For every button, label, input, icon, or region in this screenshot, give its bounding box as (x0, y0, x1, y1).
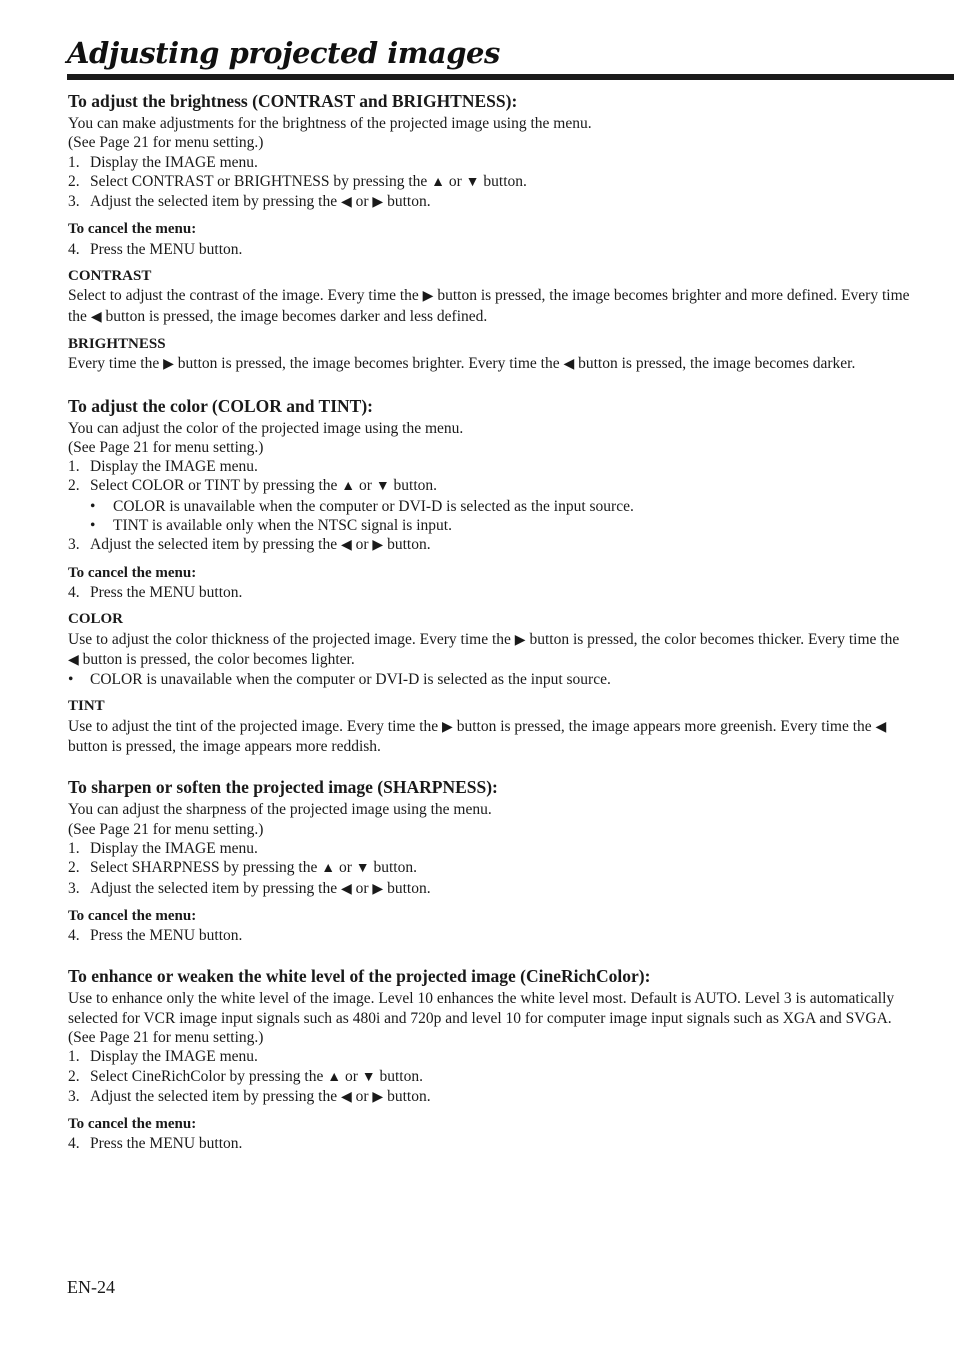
right-arrow-icon: ▶ (442, 719, 453, 735)
color-bullet (68, 670, 910, 689)
step-4 (68, 1134, 910, 1153)
step-2 (68, 1067, 910, 1087)
up-arrow-icon: ▲ (341, 479, 356, 495)
button-word: button. (393, 477, 438, 495)
section-color (68, 395, 910, 757)
step-text: Display the IMAGE menu. (90, 1048, 258, 1066)
step-text: Select COLOR or TINT by pressing the (90, 477, 338, 495)
intro-line: (See Page 21 for menu setting.) (68, 438, 264, 456)
step-text: Select CineRichColor by pressing the (90, 1067, 324, 1085)
button-word: button. (379, 1067, 423, 1085)
step-text: Display the IMAGE menu. (90, 458, 258, 476)
desc-text: Select to adjust the contrast of the image. Every time the (68, 287, 419, 305)
step-text: Adjust the selected item by pressing the (90, 193, 338, 211)
bullet-mark: • (68, 671, 74, 689)
desc-text: button is pressed, the image appears more greenish. Every time the (456, 717, 872, 735)
desc-text: button is pressed, the image becomes darker. (578, 355, 856, 373)
bullet-text: COLOR is unavailable when the computer or DVI-D is selected as the input source. (113, 497, 634, 515)
bullet-text: COLOR is unavailable when the computer or DVI-D is selected as the input source. (90, 671, 611, 689)
section-sharpness (68, 776, 910, 945)
step-number: 3. (68, 536, 80, 554)
right-arrow-icon: ▶ (372, 881, 384, 897)
page-number: EN-24 (67, 1277, 115, 1297)
or-text: or (355, 1087, 369, 1105)
right-arrow-icon: ▶ (422, 289, 434, 305)
step-text: Press the MENU button. (90, 583, 243, 601)
section-heading: To sharpen or soften the projected image (SHARPNESS): (68, 777, 498, 798)
up-arrow-icon: ▲ (321, 861, 336, 877)
or-text: or (355, 879, 369, 897)
step-number: 3. (68, 193, 80, 211)
desc-text: button is pressed, the color becomes lighter. (82, 650, 355, 668)
down-arrow-icon: ▼ (375, 479, 390, 495)
step-4 (68, 583, 910, 602)
step-2 (68, 172, 910, 192)
bullet-text: TINT is available only when the NTSC signal is input. (113, 517, 452, 535)
step-text: Press the MENU button. (90, 927, 243, 945)
content (68, 90, 910, 1154)
down-arrow-icon: ▼ (355, 861, 370, 877)
step-number: 2. (68, 477, 80, 495)
title-rule (67, 74, 954, 80)
intro-line: You can adjust the sharpness of the projected image using the menu. (68, 801, 492, 819)
or-text: or (338, 859, 352, 877)
up-arrow-icon: ▲ (327, 1069, 342, 1085)
left-arrow-icon: ◀ (68, 652, 79, 668)
button-word: button. (387, 536, 431, 554)
step-number: 4. (68, 240, 80, 258)
left-arrow-icon: ◀ (875, 719, 887, 735)
step-number: 2. (68, 1067, 80, 1085)
step-text: Adjust the selected item by pressing the (90, 879, 338, 897)
desc-text: Use to adjust the color thickness of the projected image. Every time the (68, 630, 511, 648)
step-number: 4. (68, 583, 80, 601)
cancel-heading: To cancel the menu: (68, 907, 197, 924)
step-4 (68, 240, 910, 259)
step-number: 3. (68, 1087, 80, 1105)
step-text: Press the MENU button. (90, 1135, 243, 1153)
step-3 (68, 1087, 910, 1107)
step-text: Adjust the selected item by pressing the (90, 1087, 338, 1105)
section-heading: To adjust the color (COLOR and TINT): (68, 395, 374, 416)
desc-text: button is pressed, the image appears more reddish. (68, 738, 381, 756)
left-arrow-icon: ◀ (340, 1089, 352, 1105)
left-arrow-icon: ◀ (340, 195, 352, 211)
left-arrow-icon: ◀ (340, 881, 352, 897)
subheading-tint: TINT (68, 698, 105, 715)
step-2-bullet (68, 516, 910, 535)
or-text: or (344, 1067, 358, 1085)
section-cinerichcolor (68, 965, 910, 1153)
cancel-heading: To cancel the menu: (68, 564, 197, 581)
step-1 (68, 839, 910, 858)
contrast-description (68, 286, 910, 327)
tint-description (68, 717, 910, 757)
right-arrow-icon: ▶ (514, 632, 526, 648)
right-arrow-icon: ▶ (372, 195, 384, 211)
up-arrow-icon: ▲ (431, 174, 445, 190)
step-number: 1. (68, 153, 80, 171)
down-arrow-icon: ▼ (361, 1069, 376, 1085)
intro-line: (See Page 21 for menu setting.) (68, 134, 264, 152)
step-4 (68, 926, 910, 945)
desc-text: button is pressed, the image becomes brighter. Every time the (177, 355, 560, 373)
step-1 (68, 1047, 910, 1066)
down-arrow-icon: ▼ (465, 174, 480, 190)
button-word: button. (483, 172, 527, 190)
button-word: button. (387, 193, 431, 211)
brightness-description (68, 354, 910, 374)
intro-line: You can make adjustments for the brightness of the projected image using the menu. (68, 115, 592, 132)
color-description (68, 630, 910, 671)
or-text: or (448, 172, 462, 190)
button-word: button. (387, 1087, 431, 1105)
step-text: Display the IMAGE menu. (90, 153, 258, 171)
subheading-contrast: CONTRAST (68, 268, 152, 285)
step-number: 1. (68, 1048, 80, 1066)
step-3 (68, 192, 910, 212)
right-arrow-icon: ▶ (163, 357, 174, 373)
step-text: Press the MENU button. (90, 240, 243, 258)
section-brightness (68, 90, 910, 375)
button-word: button. (387, 879, 431, 897)
step-number: 4. (68, 1135, 80, 1153)
step-3 (68, 535, 910, 555)
step-2-bullet (68, 497, 910, 516)
left-arrow-icon: ◀ (563, 357, 575, 373)
step-2 (68, 476, 910, 496)
step-2 (68, 858, 910, 878)
cancel-heading: To cancel the menu: (68, 221, 197, 238)
left-arrow-icon: ◀ (340, 538, 352, 554)
intro-line: You can adjust the color of the projected image using the menu. (68, 419, 464, 437)
desc-text: button is pressed, the image becomes darker and less defined. (105, 307, 488, 325)
intro-line: (See Page 21 for menu setting.) (68, 820, 264, 838)
page-title: Adjusting projected images (67, 36, 500, 70)
bullet-mark: • (90, 517, 96, 535)
step-1 (68, 153, 910, 172)
left-arrow-icon: ◀ (90, 309, 102, 325)
or-text: or (355, 193, 369, 211)
step-number: 2. (68, 859, 80, 877)
section-heading: To adjust the brightness (CONTRAST and BRIGHTNESS): (68, 91, 518, 111)
step-number: 4. (68, 927, 80, 945)
step-text: Adjust the selected item by pressing the (90, 536, 338, 554)
intro-paragraph: Use to enhance only the white level of the image. Level 10 enhances the white level most. Default is AUTO. Level 3 is automatically selected for VCR image input signals such as 480i and 720p and level 10 for computer image input signals such as XGA and SVGA. (See Page 21 for menu setting.) (68, 990, 895, 1046)
or-text: or (355, 536, 369, 554)
desc-text: button is pressed, the color becomes thicker. Every time the (529, 630, 900, 648)
step-number: 2. (68, 172, 80, 190)
desc-text: Every time the (68, 355, 160, 373)
step-text: Select CONTRAST or BRIGHTNESS by pressing the (90, 172, 428, 190)
right-arrow-icon: ▶ (372, 1089, 384, 1105)
step-number: 1. (68, 839, 80, 857)
cancel-heading: To cancel the menu: (68, 1116, 197, 1133)
button-word: button. (373, 859, 417, 877)
step-number: 1. (68, 458, 80, 476)
subheading-brightness: BRIGHTNESS (68, 335, 166, 352)
or-text: or (359, 477, 372, 495)
desc-text: Use to adjust the tint of the projected image. Every time the (68, 717, 439, 735)
subheading-color: COLOR (68, 611, 124, 628)
step-text: Display the IMAGE menu. (90, 839, 258, 857)
step-1 (68, 457, 910, 476)
step-text: Select SHARPNESS by pressing the (90, 859, 318, 877)
step-3 (68, 879, 910, 899)
desc-text: button is pressed, the image becomes brighter and more defined. Every time the (68, 287, 910, 325)
right-arrow-icon: ▶ (372, 538, 384, 554)
section-heading: To enhance or weaken the white level of the projected image (CineRichColor): (68, 966, 651, 987)
bullet-mark: • (90, 497, 96, 515)
step-number: 3. (68, 879, 80, 897)
